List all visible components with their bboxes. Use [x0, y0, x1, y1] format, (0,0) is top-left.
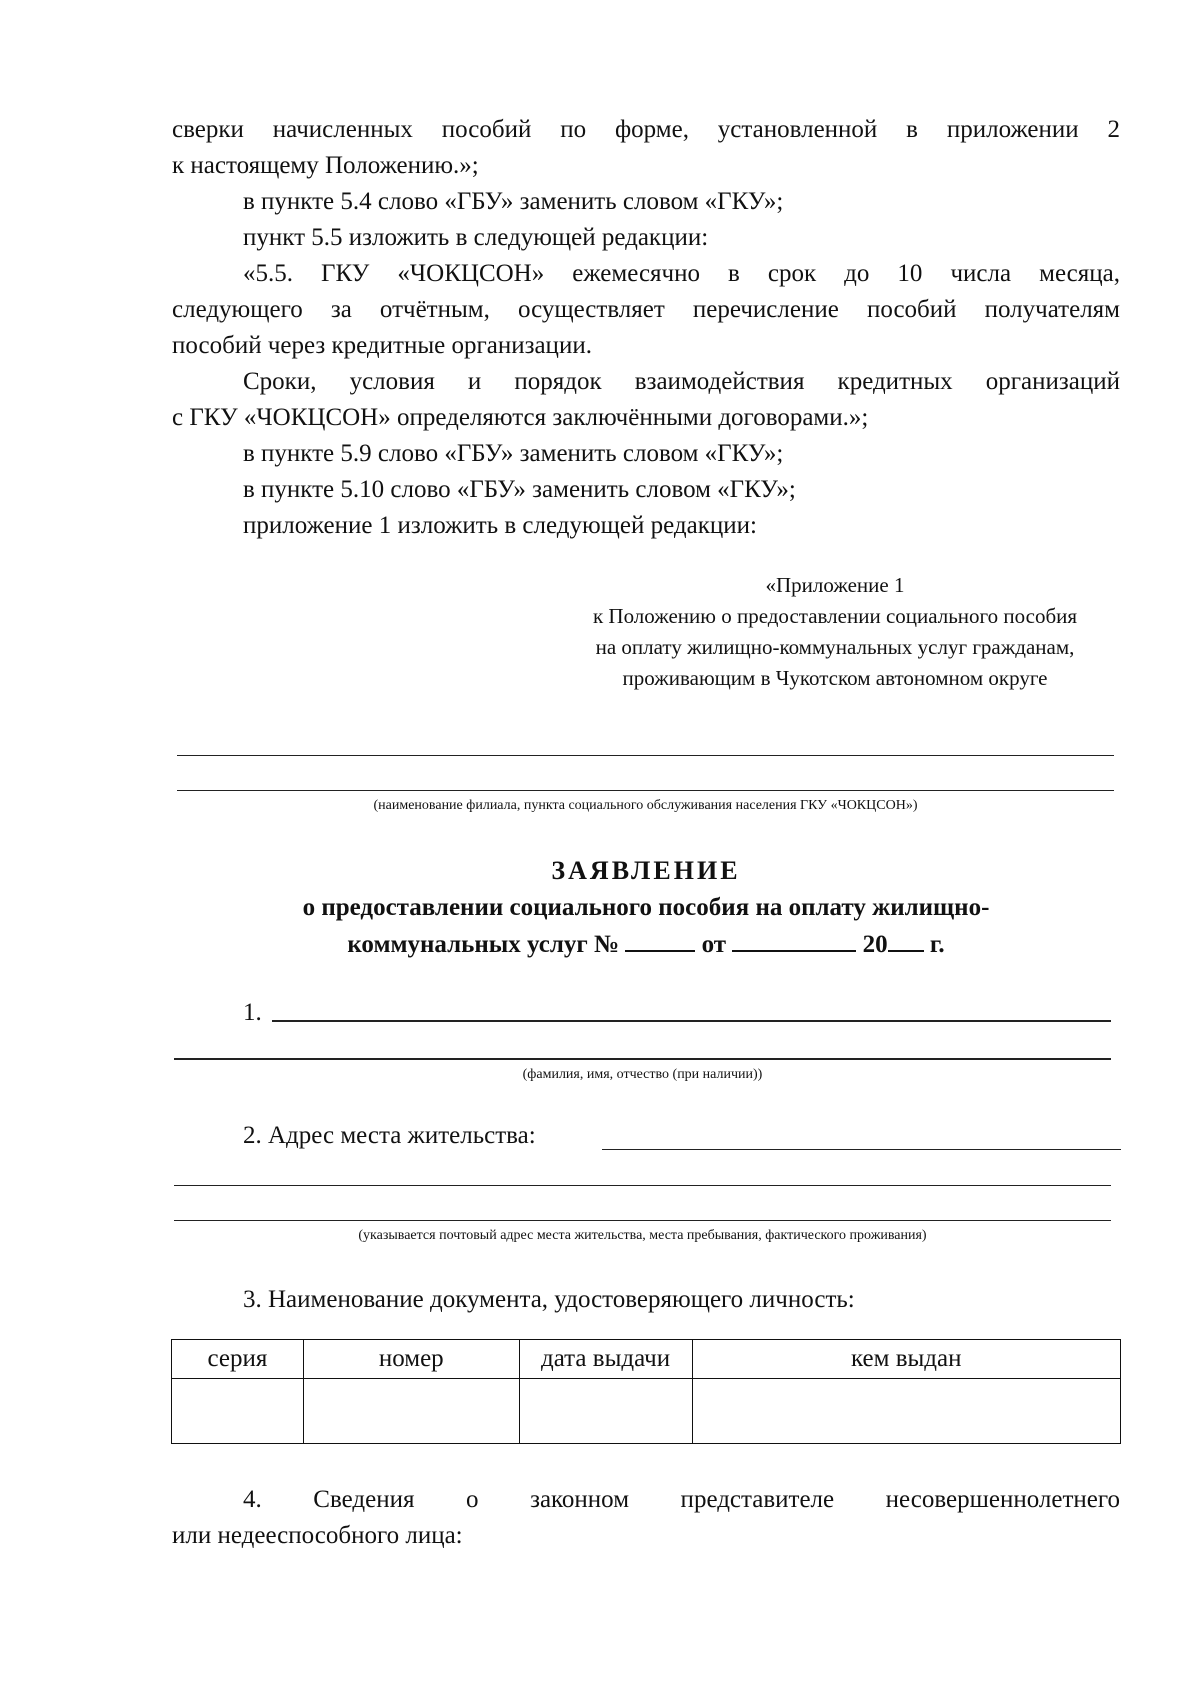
- subtitle-text: коммунальных услуг №: [347, 931, 620, 958]
- paragraph: приложение 1 изложить в следующей редакции:: [243, 512, 757, 539]
- appendix-heading: «Приложение 1: [765, 573, 905, 597]
- address-line-1[interactable]: [602, 1149, 1121, 1150]
- paragraph: в пункте 5.4 слово «ГБУ» заменить словом «ГКУ»;: [243, 188, 784, 215]
- number-field[interactable]: [625, 926, 695, 952]
- address-line-2[interactable]: [174, 1185, 1111, 1186]
- item-3-label: 3. Наименование документа, удостоверяющего личность:: [243, 1286, 855, 1313]
- col-number-header: номер: [303, 1340, 519, 1379]
- subtitle-text: г.: [929, 931, 945, 958]
- item-4-line: 4. Сведения о законном представителе несовершеннолетнего: [243, 1486, 1120, 1513]
- col-series-header: серия: [172, 1340, 304, 1379]
- paragraph-line: следующего за отчётным, осуществляет перечисление пособий получателям: [172, 296, 1120, 323]
- address-line-3[interactable]: [174, 1220, 1111, 1221]
- paragraph-line: пособий через кредитные организации.: [172, 332, 592, 359]
- paragraph-line: к настоящему Положению.»;: [172, 152, 479, 179]
- subtitle-text: 20: [862, 931, 888, 958]
- name-caption: (фамилия, имя, отчество (при наличии)): [522, 1067, 763, 1082]
- address-caption: (указывается почтовый адрес места жительства, места пребывания, фактического проживания): [358, 1228, 927, 1243]
- col-issued-by-header: кем выдан: [692, 1340, 1120, 1379]
- name-line-1[interactable]: [272, 1020, 1111, 1022]
- paragraph: в пункте 5.10 слово «ГБУ» заменить словом «ГКУ»;: [243, 476, 796, 503]
- identity-document-table: [171, 1339, 1121, 1444]
- year-field[interactable]: [888, 926, 924, 952]
- name-line-2[interactable]: [174, 1058, 1111, 1060]
- form-subtitle-line2: [172, 926, 1120, 963]
- paragraph-line: «5.5. ГКУ «ЧОКЦСОН» ежемесячно в срок до 10 числа месяца,: [243, 260, 1120, 287]
- issue-date-cell[interactable]: [519, 1379, 692, 1444]
- paragraph: в пункте 5.9 слово «ГБУ» заменить словом «ГКУ»;: [243, 440, 784, 467]
- item-1-number: 1.: [243, 999, 262, 1026]
- branch-line-2[interactable]: [177, 790, 1114, 791]
- paragraph-line: с ГКУ «ЧОКЦСОН» определяются заключёнными договорами.»;: [172, 404, 869, 431]
- appendix-line: на оплату жилищно-коммунальных услуг гражданам,: [595, 635, 1075, 659]
- table-header-row: [172, 1340, 1121, 1379]
- table-row: [172, 1379, 1121, 1444]
- paragraph-line: сверки начисленных пособий по форме, установленной в приложении 2: [172, 116, 1120, 143]
- item-4-line: или недееспособного лица:: [172, 1522, 463, 1549]
- form-title: ЗАЯВЛЕНИЕ: [551, 856, 741, 885]
- appendix-line: к Положению о предоставлении социального пособия: [592, 604, 1078, 628]
- issued-by-cell[interactable]: [692, 1379, 1120, 1444]
- series-cell[interactable]: [172, 1379, 304, 1444]
- paragraph: пункт 5.5 изложить в следующей редакции:: [243, 224, 709, 251]
- form-subtitle: о предоставлении социального пособия на оплату жилищно-: [302, 894, 990, 921]
- item-2-label: 2. Адрес места жительства:: [243, 1122, 536, 1149]
- number-cell[interactable]: [303, 1379, 519, 1444]
- appendix-line: проживающим в Чукотском автономном округе: [622, 666, 1048, 690]
- subtitle-text: от: [701, 931, 727, 958]
- branch-line-1[interactable]: [177, 755, 1114, 756]
- paragraph-line: Сроки, условия и порядок взаимодействия кредитных организаций: [243, 368, 1120, 395]
- col-issue-date-header: дата выдачи: [519, 1340, 692, 1379]
- date-field[interactable]: [732, 926, 856, 952]
- branch-caption: (наименование филиала, пункта социального обслуживания населения ГКУ «ЧОКЦСОН»): [373, 798, 918, 813]
